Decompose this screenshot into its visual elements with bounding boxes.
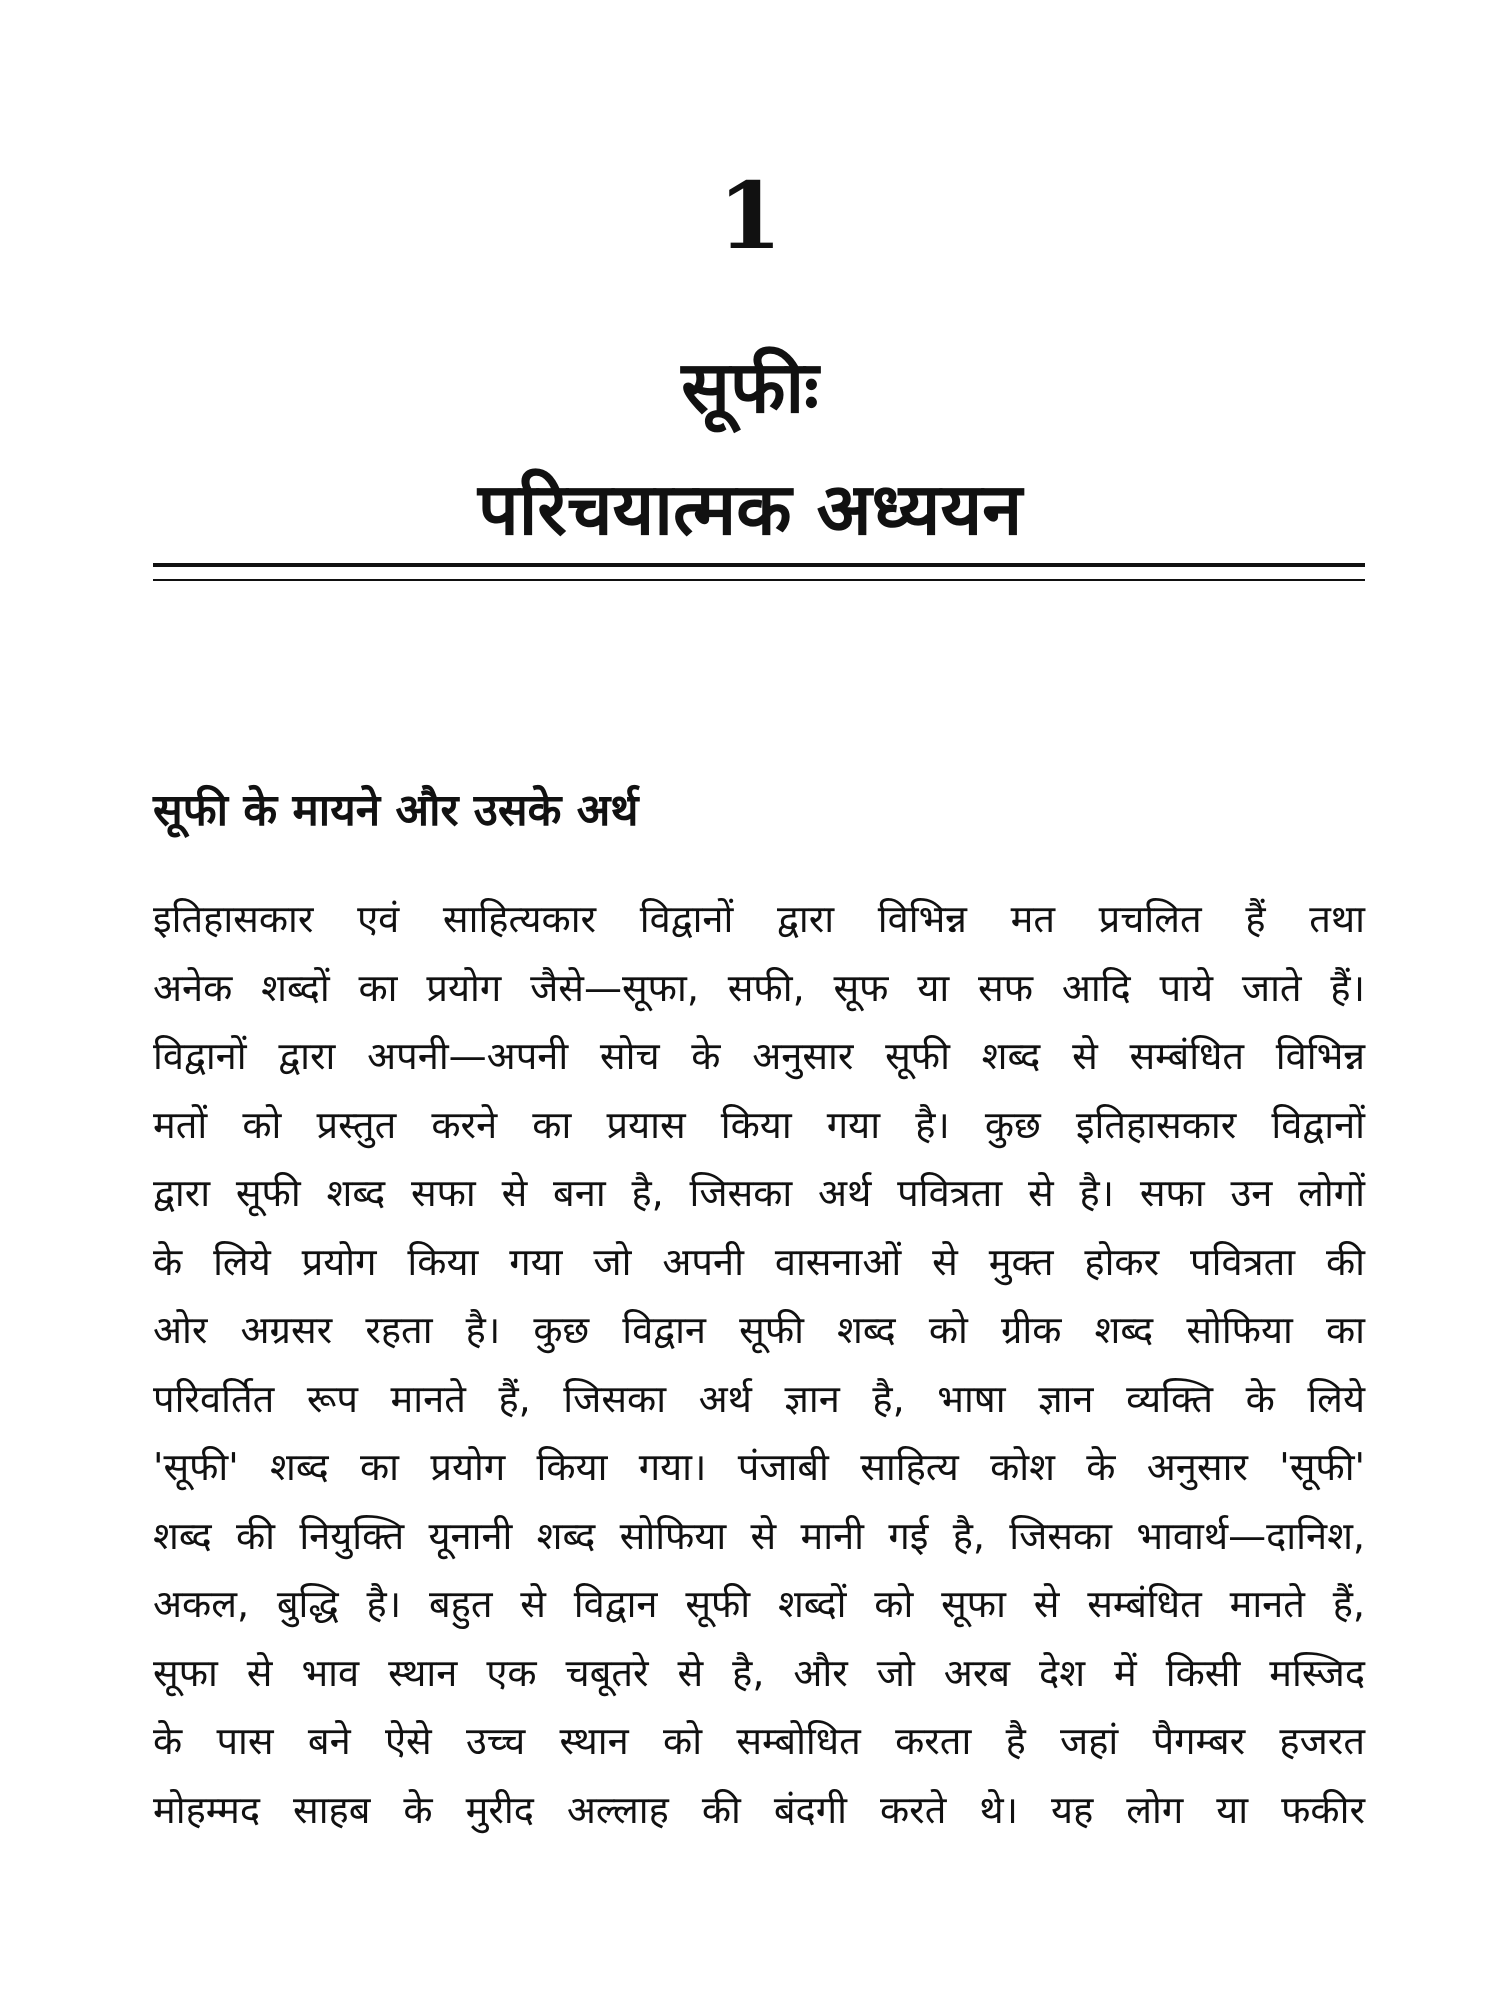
title-rule-thin xyxy=(153,579,1365,581)
text-line: के लिये प्रयोग किया गया जो अपनी वासनाओं से मुक्त होकर पवित्रता की xyxy=(153,1239,1365,1284)
body-paragraph xyxy=(153,885,1365,1844)
text-line: द्वारा सूफी शब्द सफा से बना है, जिसका अर्थ पवित्रता से है। सफा उन लोगों xyxy=(153,1171,1365,1215)
text-line: शब्द की नियुक्ति यूनानी शब्द सोफिया से मानी गई है, जिसका भावार्थ—दानिश, xyxy=(153,1513,1365,1558)
text-line: इतिहासकार एवं साहित्यकार विद्वानों द्वारा विभिन्न मत प्रचलित हैं तथा xyxy=(153,897,1365,941)
chapter-title-line-1: सूफीः xyxy=(681,345,819,429)
text-line: मतों को प्रस्तुत करने का प्रयास किया गया है। कुछ इतिहासकार विद्वानों xyxy=(153,1102,1365,1147)
text-line: अनेक शब्दों का प्रयोग जैसे—सूफा, सफी, सूफ या सफ आदि पाये जाते हैं। xyxy=(153,965,1365,1010)
chapter-number: 1 xyxy=(717,162,782,270)
text-line: विद्वानों द्वारा अपनी—अपनी सोच के अनुसार सूफी शब्द से सम्बंधित विभिन्न xyxy=(153,1034,1365,1078)
text-line: अकल, बुद्धि है। बहुत से विद्वान सूफी शब्दों को सूफा से सम्बंधित मानते हैं, xyxy=(153,1582,1365,1626)
text-line: 'सूफी' शब्द का प्रयोग किया गया। पंजाबी साहित्य कोश के अनुसार 'सूफी' xyxy=(153,1445,1365,1489)
text-line: मोहम्मद साहब के मुरीद अल्लाह की बंदगी करते थे। यह लोग या फकीर xyxy=(153,1787,1365,1832)
chapter-title-line-2: परिचयात्मक अध्ययन xyxy=(477,467,1023,551)
text-line: परिवर्तित रूप मानते हैं, जिसका अर्थ ज्ञान है, भाषा ज्ञान व्यक्ति के लिये xyxy=(153,1376,1365,1421)
text-line: के पास बने ऐसे उच्च स्थान को सम्बोधित करता है जहां पैगम्बर हजरत xyxy=(153,1719,1365,1763)
section-heading: सूफी के मायने और उसके अर्थ xyxy=(153,785,639,836)
text-line: ओर अग्रसर रहता है। कुछ विद्वान सूफी शब्द को ग्रीक शब्द सोफिया का xyxy=(153,1308,1365,1352)
title-rule-thick xyxy=(153,563,1365,567)
text-line: सूफा से भाव स्थान एक चबूतरे से है, और जो अरब देश में किसी मस्जिद xyxy=(153,1650,1365,1695)
